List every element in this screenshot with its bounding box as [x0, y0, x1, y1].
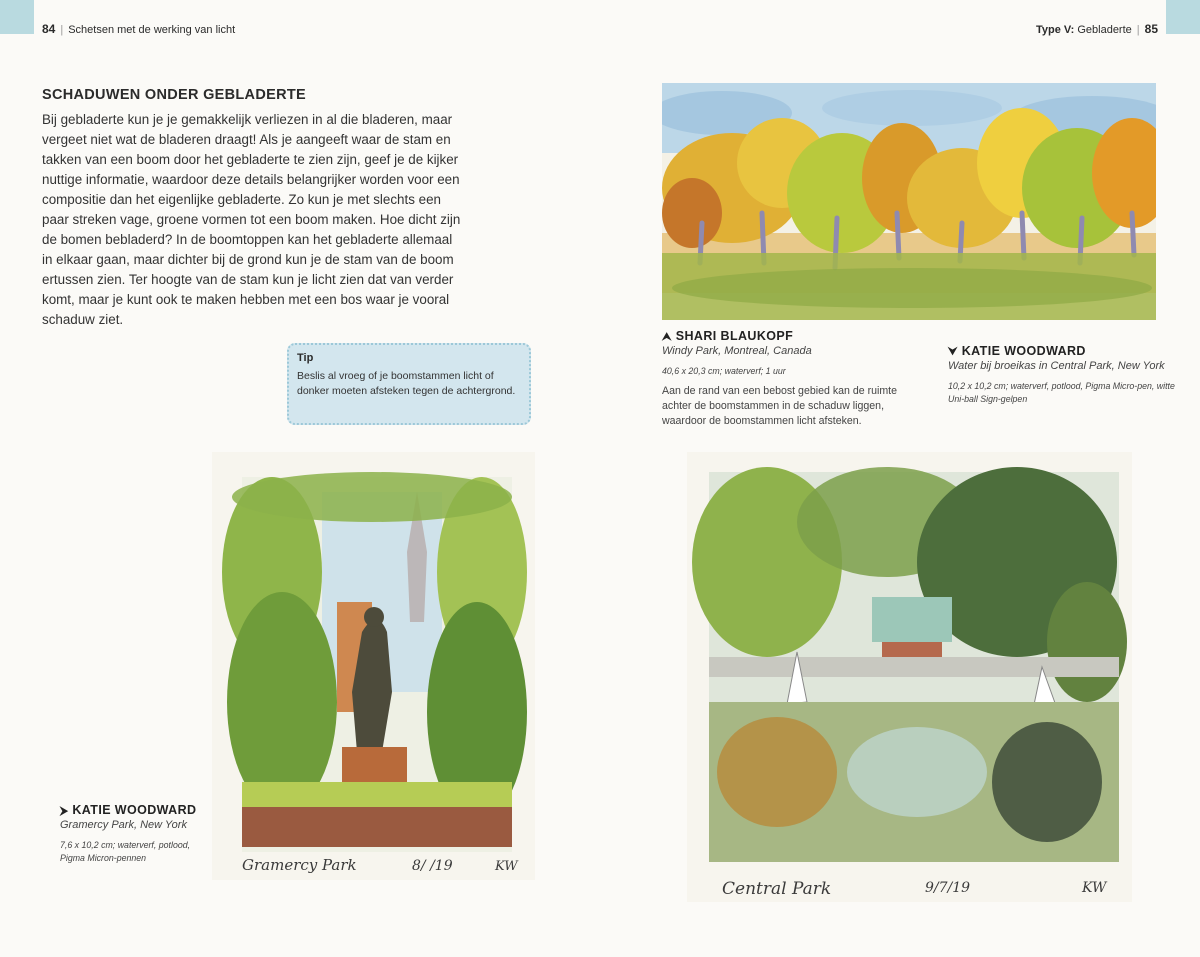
page-number-right: 85 — [1144, 22, 1158, 36]
painting-signature: KW — [1082, 880, 1107, 896]
body-text: Bij gebladerte kun je je gemakkelijk verliezen in al die bladeren, maar vergeet niet wat de bladeren draagt! Als je aangeeft waar de stam en takken van een boom door het gebladerte te zien zijn, geef je de kijker nuttige informatie, waardoor deze details belangrijker worden voor een compositie dan het eigenlijke gebladerte. Zo kun je met slechts een paar streken vage, groene vormen tot een boom maken. Hoe dicht zijn de bomen bebladerd? In de boomtoppen kan het gebladerte allemaal in elkaar gaan, maar dichter bij de grond kun je de stam van de boom ertussen zien. Ter hoogte van de stam kun je licht zien dat van verder komt, maar je kunt ook te maken hebben met een bos waar je vooral schaduw ziet. — [42, 112, 461, 327]
painting-date: 8/ /19 — [412, 858, 453, 874]
separator: | — [1136, 24, 1140, 36]
chapter-title: Schetsen met de werking van licht — [68, 24, 236, 36]
painting-inscription: Central Park — [722, 879, 832, 899]
artwork-description: Aan de rand van een bebost gebied kan de ruimte achter de boomstammen in de schaduw liggen, waardoor de boomstammen licht afsteken. — [662, 385, 897, 427]
artwork-specs: 40,6 x 20,3 cm; waterverf; 1 uur — [662, 366, 786, 376]
page-tab-right — [1166, 0, 1200, 34]
artist-name — [948, 344, 1178, 359]
page-tab-left — [0, 0, 34, 34]
type-label: Type V: — [1035, 24, 1075, 36]
artwork-location: Windy Park, Montreal, Canada — [662, 345, 812, 357]
painting-gramercy-park — [212, 452, 535, 880]
painting-inscription: Gramercy Park — [242, 856, 357, 874]
separator: | — [60, 24, 64, 36]
artwork-location: Gramercy Park, New York — [60, 819, 187, 831]
section-title: SCHADUWEN ONDER GEBLADERTE — [42, 87, 306, 103]
arrow-up-icon: ⮝ — [662, 331, 672, 343]
artwork-specs: 7,6 x 10,2 cm; waterverf, potlood, Pigma Micron-pennen — [60, 840, 191, 863]
artist-name — [60, 803, 210, 818]
caption-shari-blaukopf — [662, 329, 912, 429]
caption-katie-woodward-gramercy — [60, 803, 210, 865]
painting-windy-park — [662, 83, 1156, 320]
artwork-specs: 10,2 x 10,2 cm; waterverf, potlood, Pigma Micro-pen, witte Uni-ball Sign-gelpen — [948, 381, 1175, 404]
artist-name — [662, 329, 912, 344]
running-head-right — [1036, 22, 1158, 36]
section-label: Gebladerte — [1077, 24, 1132, 36]
painting-date: 9/7/19 — [925, 880, 971, 896]
running-head-left — [42, 22, 235, 36]
artist-name-text: SHARI BLAUKOPF — [675, 329, 794, 343]
arrow-right-icon: ⮞ — [60, 805, 69, 817]
painting-signature: KW — [495, 859, 518, 874]
tip-box — [287, 343, 531, 425]
artist-name-text: KATIE WOODWARD — [961, 344, 1086, 358]
caption-katie-woodward-central — [948, 344, 1178, 406]
painting-central-park — [687, 452, 1132, 902]
artist-name-text: KATIE WOODWARD — [72, 803, 197, 817]
artwork-location: Water bij broeikas in Central Park, New York — [948, 360, 1165, 372]
page-number-left: 84 — [42, 22, 56, 36]
tip-text: Beslis al vroeg of je boomstammen licht of donker moeten afsteken tegen de achtergrond. — [297, 370, 516, 397]
arrow-down-icon: ⮟ — [948, 346, 958, 358]
tip-title: Tip — [297, 352, 314, 364]
